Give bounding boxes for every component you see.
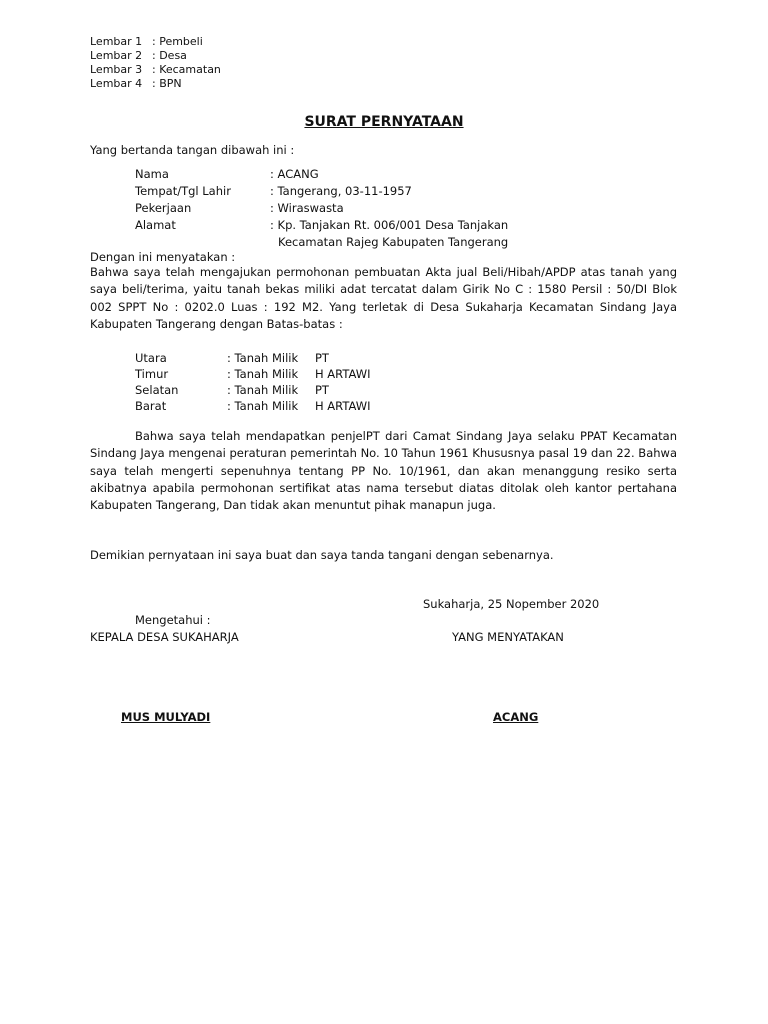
boundary-owner: PT (315, 351, 329, 365)
left-signatory-title: KEPALA DESA SUKAHARJA (90, 630, 239, 644)
lembar-value: : Kecamatan (152, 63, 221, 76)
boundary-direction: Barat (135, 399, 167, 413)
lembar-row (90, 35, 221, 49)
lembar-value: : Pembeli (152, 35, 203, 48)
boundary-row (135, 350, 370, 366)
identity-label: Alamat (135, 218, 176, 232)
boundary-row (135, 366, 370, 382)
identity-row (135, 217, 508, 234)
left-signatory-name: MUS MULYADI (121, 710, 211, 724)
boundaries-block (135, 350, 370, 414)
acknowledged-label: Mengetahui : (135, 613, 211, 627)
right-signatory-title: YANG MENYATAKAN (452, 630, 564, 644)
closing-statement: Demikian pernyataan ini saya buat dan saya tanda tangani dengan sebenarnya. (90, 548, 554, 562)
identity-row (135, 200, 508, 217)
lembar-label: Lembar 2 (90, 49, 143, 62)
lembar-row (90, 49, 221, 63)
boundary-milik: : Tanah Milik (227, 367, 299, 381)
lembar-label: Lembar 1 (90, 35, 143, 48)
identity-label: Nama (135, 167, 169, 181)
boundary-row (135, 398, 370, 414)
identity-label: Tempat/Tgl Lahir (135, 184, 231, 198)
identity-label: Pekerjaan (135, 201, 192, 215)
lembar-value: : Desa (152, 49, 187, 62)
boundary-milik: : Tanah Milik (227, 399, 299, 413)
identity-block (135, 166, 508, 251)
identity-row (135, 183, 508, 200)
lembar-label: Lembar 4 (90, 77, 143, 90)
boundary-owner: H ARTAWI (315, 367, 371, 381)
lembar-list (90, 35, 221, 91)
statement-heading: Dengan ini menyatakan : (90, 250, 236, 264)
identity-value: : ACANG (270, 167, 319, 181)
lembar-row (90, 77, 221, 91)
boundary-direction: Utara (135, 351, 167, 365)
boundary-direction: Timur (135, 367, 169, 381)
identity-value: : Tangerang, 03-11-1957 (270, 184, 412, 198)
statement-paragraph-2: Bahwa saya telah mendapatkan penjelPT dari Camat Sindang Jaya selaku PPAT Kecamatan Sindang Jaya mengenai peraturan pemerintah No. 10 Tahun 1961 Khususnya pasal 19 dan 22. Bahwa saya telah mengerti sepenuhnya tentang PP No. 10/1961, dan akan menanggung resiko serta akibatnya apabila permohonan sertifikat atas nama tersebut diatas ditolak oleh kantor pertahana Kabupaten Tangerang, Dan tidak akan menuntut pihak manapun juga. (90, 429, 677, 513)
identity-value: : Wiraswasta (270, 201, 344, 215)
boundary-owner: PT (315, 383, 329, 397)
boundary-owner: H ARTAWI (315, 399, 371, 413)
place-date: Sukaharja, 25 Nopember 2020 (423, 597, 600, 611)
boundary-milik: : Tanah Milik (227, 351, 299, 365)
address-continuation: Kecamatan Rajeg Kabupaten Tangerang (278, 235, 509, 249)
lembar-label: Lembar 3 (90, 63, 143, 76)
statement-paragraph-1: Bahwa saya telah mengajukan permohonan pembuatan Akta jual Beli/Hibah/APDP atas tanah yang saya beli/terima, yaitu tanah bekas miliki adat tercatat dalam Girik No C : 1580 Persil : 50/DI Blok 002 SPPT No : 0202.0 Luas : 192 M2. Yang terletak di Desa Sukaharja Kecamatan Sindang Jaya Kabupaten Tangerang dengan Batas-batas : (90, 265, 677, 331)
boundary-milik: : Tanah Milik (227, 383, 299, 397)
lembar-row (90, 63, 221, 77)
right-signatory-name: ACANG (493, 710, 539, 724)
boundary-direction: Selatan (135, 383, 179, 397)
document-title: SURAT PERNYATAAN (304, 114, 464, 130)
identity-row (135, 166, 508, 183)
lembar-value: : BPN (152, 77, 182, 90)
boundary-row (135, 382, 370, 398)
intro-text: Yang bertanda tangan dibawah ini : (90, 143, 295, 157)
identity-value: : Kp. Tanjakan Rt. 006/001 Desa Tanjakan (270, 218, 509, 232)
